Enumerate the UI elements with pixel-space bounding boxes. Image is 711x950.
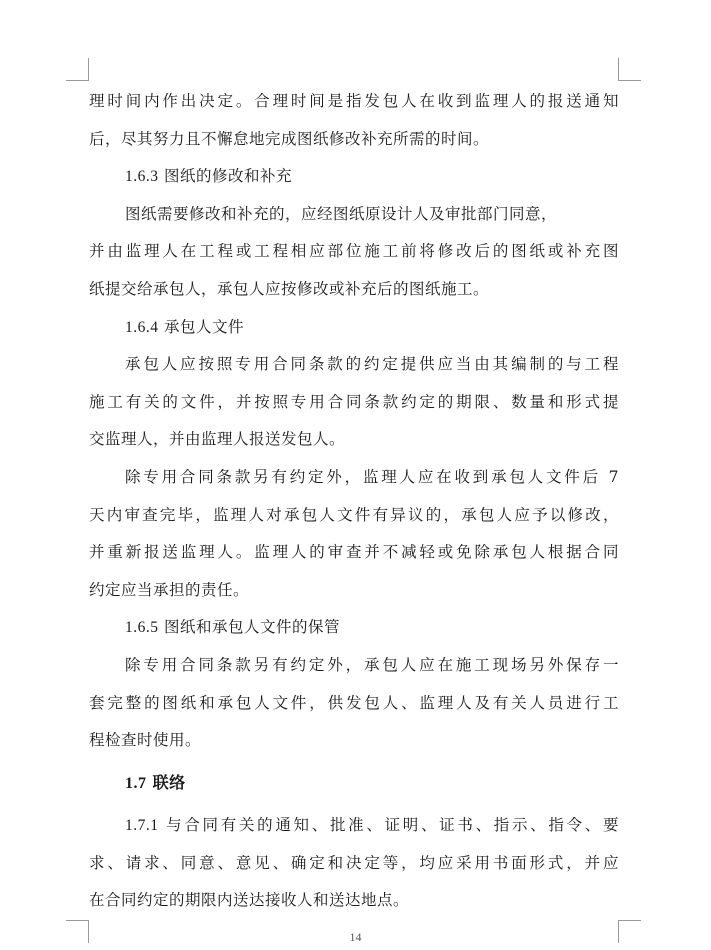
section-1-7-1-first-line [89, 807, 619, 845]
text-line: 求、请求、同意、意见、确定和决定等，均应采用书面形式，并应 [89, 853, 619, 872]
text-span: 与合同有关的通知、批准、证明、证书、指示、指令、要 [166, 816, 619, 835]
document-body [89, 83, 619, 920]
text-line: 图纸需要修改和补充的，应经图纸原设计人及审批部门同意， [125, 204, 558, 223]
crop-mark-top-right [618, 58, 641, 81]
section-number: 1.6.4 [125, 318, 159, 336]
text-line: 除专用合同条款另有约定外，监理人应在收到承包人文件后 7 [125, 467, 619, 486]
text-line: 程检查时使用。 [89, 731, 202, 750]
text-line: 并重新报送监理人。监理人的审查并不减轻或免除承包人根据合同 [89, 543, 619, 562]
crop-mark-top-left [66, 58, 89, 81]
section-title: 图纸的修改和补充 [163, 167, 292, 186]
section-number: 1.7 [125, 774, 147, 792]
section-title: 联络 [152, 772, 186, 792]
text-line: 理时间内作出决定。合理时间是指发包人在收到监理人的报送通知 [89, 92, 619, 110]
text-line: 纸提交给承包人，承包人应按修改或补充后的图纸施工。 [89, 279, 490, 298]
text-line: 交监理人，并由监理人报送发包人。 [89, 430, 346, 449]
text-line: 后，尽其努力且不懈怠地完成图纸修改补充所需的时间。 [89, 129, 490, 148]
section-number: 1.7.1 [125, 817, 159, 835]
section-heading-1-6-3 [89, 158, 619, 196]
text-line: 除专用合同条款另有约定外，承包人应在施工现场另外保存一 [125, 655, 619, 674]
section-heading-1-7 [89, 764, 619, 802]
page-number: 14 [349, 930, 362, 944]
section-number: 1.6.5 [125, 619, 159, 637]
text-line: 承包人应按照专用合同条款的约定提供应当由其编制的与工程 [125, 355, 619, 374]
text-line: 约定应当承担的责任。 [89, 580, 250, 599]
section-title: 图纸和承包人文件的保管 [163, 618, 340, 637]
section-heading-1-6-5 [89, 609, 619, 647]
text-line: 套完整的图纸和承包人文件，供发包人、监理人及有关人员进行工 [89, 693, 619, 712]
text-line: 施工有关的文件，并按照专用合同条款约定的期限、数量和形式提 [89, 392, 619, 411]
text-line: 天内审查完毕，监理人对承包人文件有异议的，承包人应予以修改， [89, 505, 619, 524]
text-line: 在合同约定的期限内送达接收人和送达地点。 [89, 891, 410, 910]
section-title: 承包人文件 [163, 317, 244, 336]
section-number: 1.6.3 [125, 168, 159, 186]
section-heading-1-6-4 [89, 309, 619, 347]
text-line: 并由监理人在工程或工程相应部位施工前将修改后的图纸或补充图 [89, 242, 619, 261]
